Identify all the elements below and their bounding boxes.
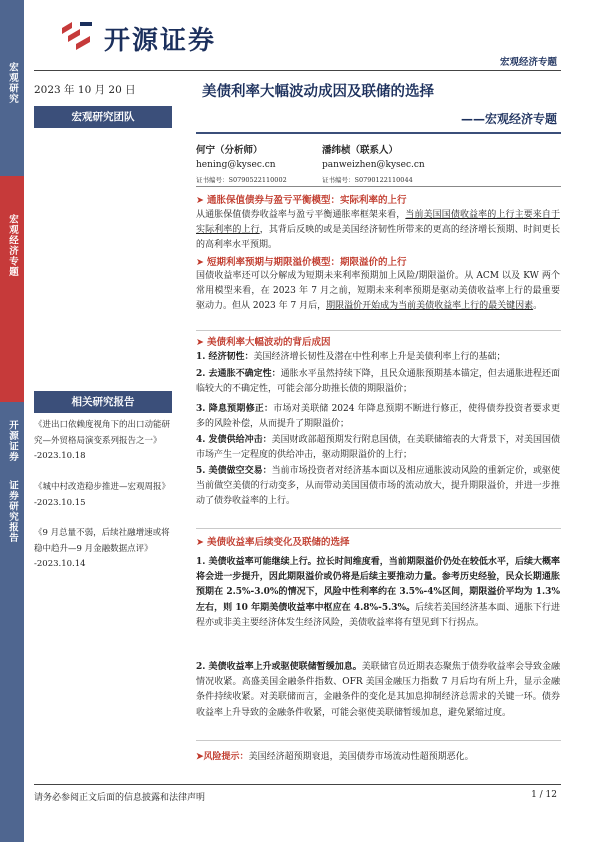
- footer-divider: [34, 784, 561, 785]
- section-3-title: ➤ 美债利率大幅波动的背后成因: [196, 337, 331, 348]
- brand-logo-icon: [58, 18, 98, 54]
- header-tag: 宏观经济专题: [499, 57, 557, 68]
- author-divider: [196, 186, 561, 187]
- section-4-title: ➤ 美债收益率后续变化及联储的选择: [196, 537, 350, 548]
- author-name: 潘纬桢（联系人）: [322, 145, 399, 156]
- related-report-item[interactable]: [34, 526, 172, 573]
- related-report-date: -2023.10.15: [34, 497, 86, 508]
- author-name: 何宁（分析师）: [196, 145, 263, 156]
- report-date: 2023 年 10 月 20 日: [34, 84, 136, 96]
- reason-item: 2. 去通胀不确定性：通胀水平虽然持续下降，且民众通胀预期基本锚定，但去通胀进程还面临较大的不确定性，可能会部分助推长债的期限溢价；: [196, 369, 560, 395]
- section-divider: [196, 528, 561, 529]
- reason-item: 4. 发债供给冲击：美国财政部超预期发行附息国债，在美联储缩表的大背景下，对美国国债市场产生一定程度的供给冲击，驱动期限溢价的上行；: [196, 435, 560, 461]
- side-label-macro-topic: 宏观经济专题: [7, 214, 18, 277]
- section-divider: [196, 740, 561, 741]
- reason-item: 5. 美债做空交易：当前市场投资者对经济基本面以及相应通胀波动风险的重新定价，或驱使当前做空美债的行动变多，从而带动美国国债市场的流动放大，提升期限溢价，并进一步推动了债券收益率的上行。: [196, 466, 560, 507]
- related-report-title[interactable]: 《9 月总量不弱，后续社融增速或将稳中趋升—9 月金融数据点评》: [34, 528, 170, 554]
- side-label-macro-research: 宏观研究: [7, 62, 18, 104]
- title-divider: [196, 132, 561, 134]
- section-1-body: 从通胀保值债券收益率与盈亏平衡通胀率框架来看，当前美国国债收益率的上行主要来自于实际利率的上行，其背后反映的或是美国经济韧性所带来的更高的经济增长预期、时间更长的高利率水平预期。: [196, 210, 560, 251]
- header-divider: [34, 70, 561, 71]
- section-divider: [196, 330, 561, 331]
- outlook-paragraph-2: 2. 美债收益率上升或驱使联储暂缓加息。美联储官员近期表态聚焦于债券收益率会导致金融情况收紧。高盛美国金融条件指数、OFR 美国金融压力指数 7 月后均有所上升，显示金融条件持续收紧。对美联储而言，金融条件的变化是其加息抑制经济总需求的关键一环。债券收益率上升导致的金融条件收紧，可能会驱使美联储暂缓加息，避免紧缩过度。: [196, 662, 560, 718]
- author-email[interactable]: panweizhen@kysec.cn: [322, 160, 425, 170]
- related-report-date: -2023.10.14: [34, 559, 86, 569]
- bullet-arrow-icon: ➤: [196, 337, 204, 348]
- side-label-securities: 开源证券: [7, 420, 18, 462]
- related-report-date: -2023.10.18: [34, 451, 86, 461]
- author-email[interactable]: hening@kysec.cn: [196, 160, 276, 170]
- author-card: [322, 143, 425, 188]
- brand-name: 开源证券: [104, 26, 217, 56]
- page-number: 1 / 12: [531, 790, 557, 800]
- author-cert: 证书编号：S0790122110044: [322, 176, 413, 184]
- bullet-arrow-icon: ➤: [196, 257, 204, 268]
- footer-disclaimer[interactable]: 请务必参阅正文后面的信息披露和法律声明: [34, 793, 206, 803]
- page-subtitle: ——宏观经济专题: [460, 112, 557, 126]
- outlook-paragraph-1: 1. 美债收益率可能继续上行。拉长时间维度看，当前期限溢价仍处在较低水平，后续大概率将会进一步提升，因此期限溢价或仍将是后续主要推动力量。参考历史经验，民众长期通胀预期在 2.5%-3.0%的情况下，风险中性利率约在 3.5%-4%区间，期限溢价平均为 1.3%左右，则 10 年期美债收益率中枢应在 4.8%-5.3%。后续若美国经济基本面、通胀下行进程亦或非美主要经济体发生经济风险，美债收益率将有望见到下行拐点。: [196, 557, 560, 628]
- related-report-title[interactable]: 《城中村改造稳步推进—宏观周报》: [34, 482, 171, 492]
- side-band-middle: [0, 176, 24, 402]
- related-reports-title: 相关研究报告: [34, 391, 172, 413]
- team-label: 宏观研究团队: [34, 106, 172, 128]
- bullet-arrow-icon: ➤: [196, 195, 204, 206]
- bullet-arrow-icon: ➤: [196, 752, 204, 762]
- risk-warning: ➤风险提示：美国经济超预期衰退，美国债券市场流动性超预期恶化。: [196, 752, 474, 762]
- related-report-title[interactable]: 《进出口依赖度视角下的出口动能研究—外贸格局演变系列报告之一》: [34, 420, 171, 446]
- reason-item: 3. 降息预期修正：市场对美联储 2024 年降息预期不断进行修正，使得债券投资者要求更多的风险补偿，从而提升了期限溢价；: [196, 404, 560, 430]
- section-2-body: 国债收益率还可以分解成为短期未来利率预期加上风险/期限溢价。从 ACM 以及 KW 两个常用模型来看，在 2023 年 7 月之前，短期未来利率预期是驱动美债收益率上行的最重要驱动力。但从 2023 年 7 月后，期限溢价开始成为当前美债收益率上行的最关键因素。: [196, 271, 560, 312]
- section-1-title: ➤ 通胀保值债券与盈亏平衡模型：实际利率的上行: [196, 195, 407, 206]
- side-band-bottom: [0, 402, 24, 842]
- author-cert: 证书编号：S0790522110002: [196, 176, 287, 184]
- related-report-item[interactable]: [34, 418, 172, 465]
- section-2-title: ➤ 短期利率预期与期限溢价模型：期限溢价的上行: [196, 257, 407, 268]
- bullet-arrow-icon: ➤: [196, 537, 204, 548]
- reason-item: 1. 经济韧性：美国经济增长韧性及潜在中性利率上升是美债利率上行的基础；: [196, 352, 506, 362]
- related-report-item[interactable]: [34, 480, 172, 511]
- side-label-research-report: 证券研究报告: [7, 480, 18, 543]
- page-title: 美债利率大幅波动成因及联储的选择: [202, 84, 434, 100]
- author-card: [196, 143, 287, 188]
